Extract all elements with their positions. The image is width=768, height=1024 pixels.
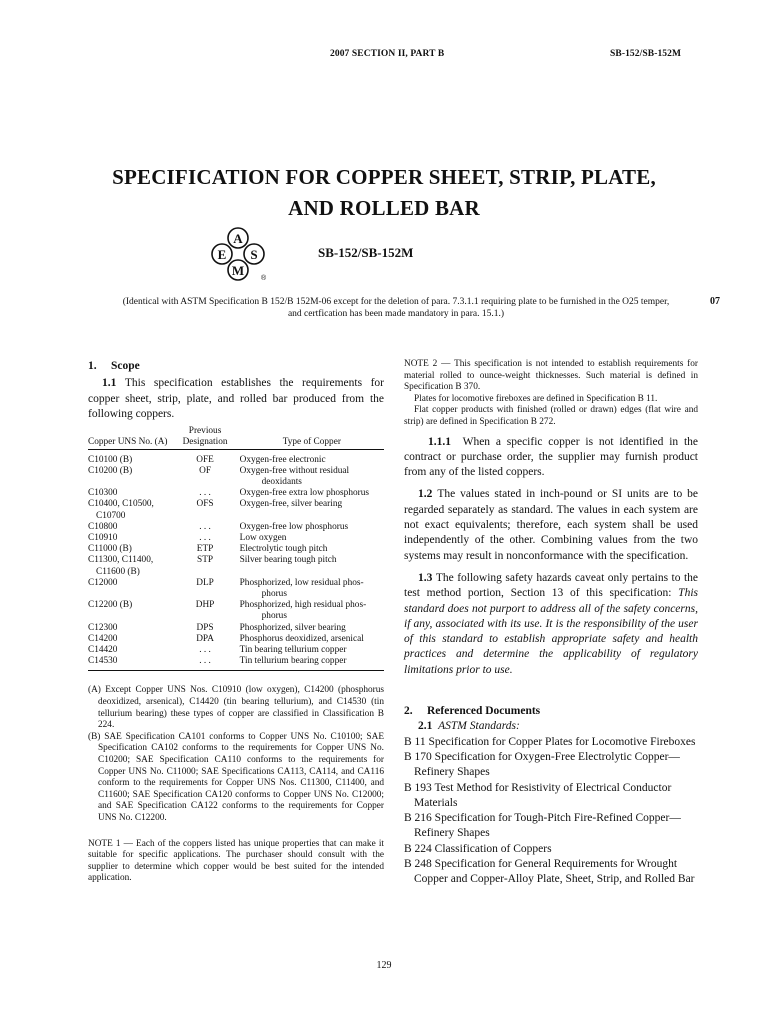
copper-type: Oxygen-free extra low phosphorus [239,488,369,499]
copper-designation: STP [197,555,214,566]
right-column [404,359,698,888]
reference-item: B 11 Specification for Copper Plates for Locomotive Fireboxes [404,735,696,748]
identical-note-line-1: (Identical with ASTM Specification B 152/B 152M-06 except for the deletion of para. 7.3.1.1 requiring plate to be furnished in the O25 temper, [122,297,670,307]
paragraph-1-1-1: 1.1.1 When a specific copper is not identified in the contract or purchase order, the supplier may furnish product from any of the listed coppers. [404,435,698,479]
table-row [88,522,384,533]
reference-item: B 224 Classification of Coppers [404,842,552,855]
left-column [88,359,384,885]
paragraph-2-1: 2.1 ASTM Standards: [418,720,520,733]
copper-uns: C12200 (B) [88,600,133,611]
copper-uns: C12300 [88,622,118,633]
table-row [88,634,384,645]
copper-uns: C12000 [88,577,118,588]
logo-letter-a: A [233,231,243,246]
copper-designation: . . . [199,521,211,532]
copper-designation: . . . [199,645,211,656]
copper-type: Phosphorized, low residual phos- [239,577,364,588]
copper-designation: OF [199,465,211,476]
table-row [88,455,384,466]
copper-designation: DHP [195,600,215,611]
registered-mark: ® [261,275,267,282]
copper-designation: DLP [196,577,214,588]
note-2 [404,359,698,429]
table-row [88,645,384,656]
reference-item: B 193 Test Method for Resistivity of Electrical Conductor Materials [404,781,672,809]
reference-item: B 216 Specification for Tough-Pitch Fire-Refined Copper—Refinery Shapes [404,812,681,840]
running-header-section: 2007 SECTION II, PART B [330,49,445,59]
copper-designation: . . . [199,488,211,499]
note-1: NOTE 1 — Each of the coppers listed has unique properties that can make it suitable for specific applications. The purchaser should consult with the supplier to determine which copper would be best suited for the intended application. [88,838,384,884]
reference-item: B 170 Specification for Oxygen-Free Electrolytic Copper—Refinery Shapes [404,750,680,779]
document-title [0,162,768,224]
margin-revision-mark: 07 [710,296,720,307]
footnote-b: (B) SAE Specification CA101 conforms to Copper UNS No. C10100; SAE Specification CA102 conforms to the requirements for Copper UNS No. C10200; SAE Specification CA110 conforms to the requirements for Copper UNS No. C11000; SAE Specifications CA113, CA114, and CA116 conform to the requirements for Copper UNS Nos. C11300, C11400, and C11600; SAE Specification CA120 conforms to Copper UNS No. C12000; and SAE Specification CA122 conforms to the requirements for Copper UNS No. C12200. [88,731,384,823]
copper-uns: C11300, C11400, [88,555,154,566]
copper-designation: OFS [196,499,214,510]
copper-uns: C11000 (B) [88,544,132,555]
table-row [88,600,384,622]
section-1-heading: 1. Scope [88,360,140,372]
copper-type: Electrolytic tough pitch [239,544,328,555]
note-2-p2: Plates for locomotive fireboxes are defined in Specification B 11. [414,393,658,404]
table-header-uns: Copper UNS No. (A) [88,437,168,448]
paragraph-1-3: 1.3 The following safety hazards caveat only pertains to the test method portion, Section 13 of this specification: This standard does not purport to address all of the safety concerns, if any, associated with its use. It is the responsibility of the user of this standard to establish appropriate safety and health practices and determine the applicability of regulatory limitations prior to use. [404,571,699,676]
spec-designation: SB-152/SB-152M [318,245,414,260]
copper-uns: C14530 [88,656,118,667]
copper-designation: . . . [199,533,211,544]
copper-type: Phosphorus deoxidized, arsenical [239,633,364,644]
table-row [88,555,384,577]
copper-type: Phosphorized, silver bearing [239,622,346,633]
identical-with-note [96,296,696,320]
copper-designation: DPA [196,633,214,644]
table-row [88,466,384,488]
section-2-heading: 2. Referenced Documents [404,705,541,718]
copper-type: Oxygen-free, silver bearing [239,499,343,510]
copper-type: Oxygen-free without residual [239,465,350,476]
running-header-designation: SB-152/SB-152M [610,49,682,59]
logo-letter-m: M [231,263,245,278]
asme-logo-icon [209,225,267,283]
copper-uns: C10300 [88,488,118,499]
note-2-p3: Flat copper products with finished (rolled or drawn) edges (flat wire and strip) are defined in Specification B 272. [404,405,698,427]
table-row [88,499,384,521]
table-header-previous: Previous [188,426,222,437]
identical-note-line-2: and certfication has been made mandatory in para. 15.1.) [287,309,505,319]
table-header-type: Type of Copper [282,437,341,448]
copper-type: Tin tellurium bearing copper [239,656,347,667]
copper-designation: OFE [196,454,214,465]
title-line-1: SPECIFICATION FOR COPPER SHEET, STRIP, PLATE, [112,165,656,189]
copper-uns: C14200 [88,633,118,644]
copper-type-continued: deoxidants [261,477,302,487]
copper-uns: C10200 (B) [88,465,133,476]
table-row [88,544,384,555]
note-2-p1: NOTE 2 — This specification is not intended to establish requirements for material rolled to ounce-weight thicknesses. Such material is defined in Specification B 370. [404,359,698,393]
paragraph-1-1: 1.1 This specification establishes the requirements for copper sheet, strip, plate, and rolled bar produced from the following coppers. [88,377,385,420]
copper-uns: C10400, C10500, [88,499,154,510]
copper-type-continued: phorus [261,589,287,600]
paragraph-1-2: 1.2 The values stated in inch-pound or SI units are to be regarded separately as standard. The values in each system are not exact equivalents; therefore, each system shall be used independently of the other. Combining values from the two systems may result in nonconformance with the specification. [404,488,699,562]
copper-uns: C10800 [88,521,118,532]
table-row [88,623,384,634]
copper-type: Oxygen-free electronic [239,454,326,465]
copper-type: Tin bearing tellurium copper [239,645,347,656]
copper-uns: C10910 [88,533,118,544]
footnote-a: (A) Except Copper UNS Nos. C10910 (low oxygen), C14200 (phosphorus deoxidized, arsenical), C14420 (tin bearing tellurium), and C14530 (tin tellurium bearing) these types of copper are classified in Classification B 224. [88,685,384,731]
copper-designation: . . . [199,656,211,667]
copper-type: Silver bearing tough pitch [239,555,337,566]
reference-item: B 248 Specification for General Requirements for Wrought Copper and Copper-Alloy Plate, Sheet, Strip, and Rolled Bar [404,857,695,886]
copper-uns-continued: C11600 (B) [96,566,140,577]
copper-uns-continued: C10700 [96,510,126,521]
copper-type: Phosphorized, high residual phos- [239,600,367,611]
table-row [88,533,384,544]
copper-uns: C14420 [88,645,118,656]
table-header-designation: Designation [182,437,228,448]
table-footnotes [88,685,384,824]
copper-designation: ETP [196,544,214,555]
table-row [88,578,384,600]
page-number: 129 [376,960,392,971]
table-row [88,488,384,499]
title-line-2: AND ROLLED BAR [288,196,480,220]
copper-type: Oxygen-free low phosphorus [239,521,349,532]
copper-type-continued: phorus [261,611,287,622]
table-row [88,656,384,667]
logo-letter-e: E [217,247,227,262]
copper-table [88,426,384,671]
logo-letter-s: S [250,247,258,262]
referenced-documents-list [404,735,698,888]
copper-type: Low oxygen [239,533,287,544]
copper-designation: DPS [196,622,214,633]
copper-uns: C10100 (B) [88,454,133,465]
